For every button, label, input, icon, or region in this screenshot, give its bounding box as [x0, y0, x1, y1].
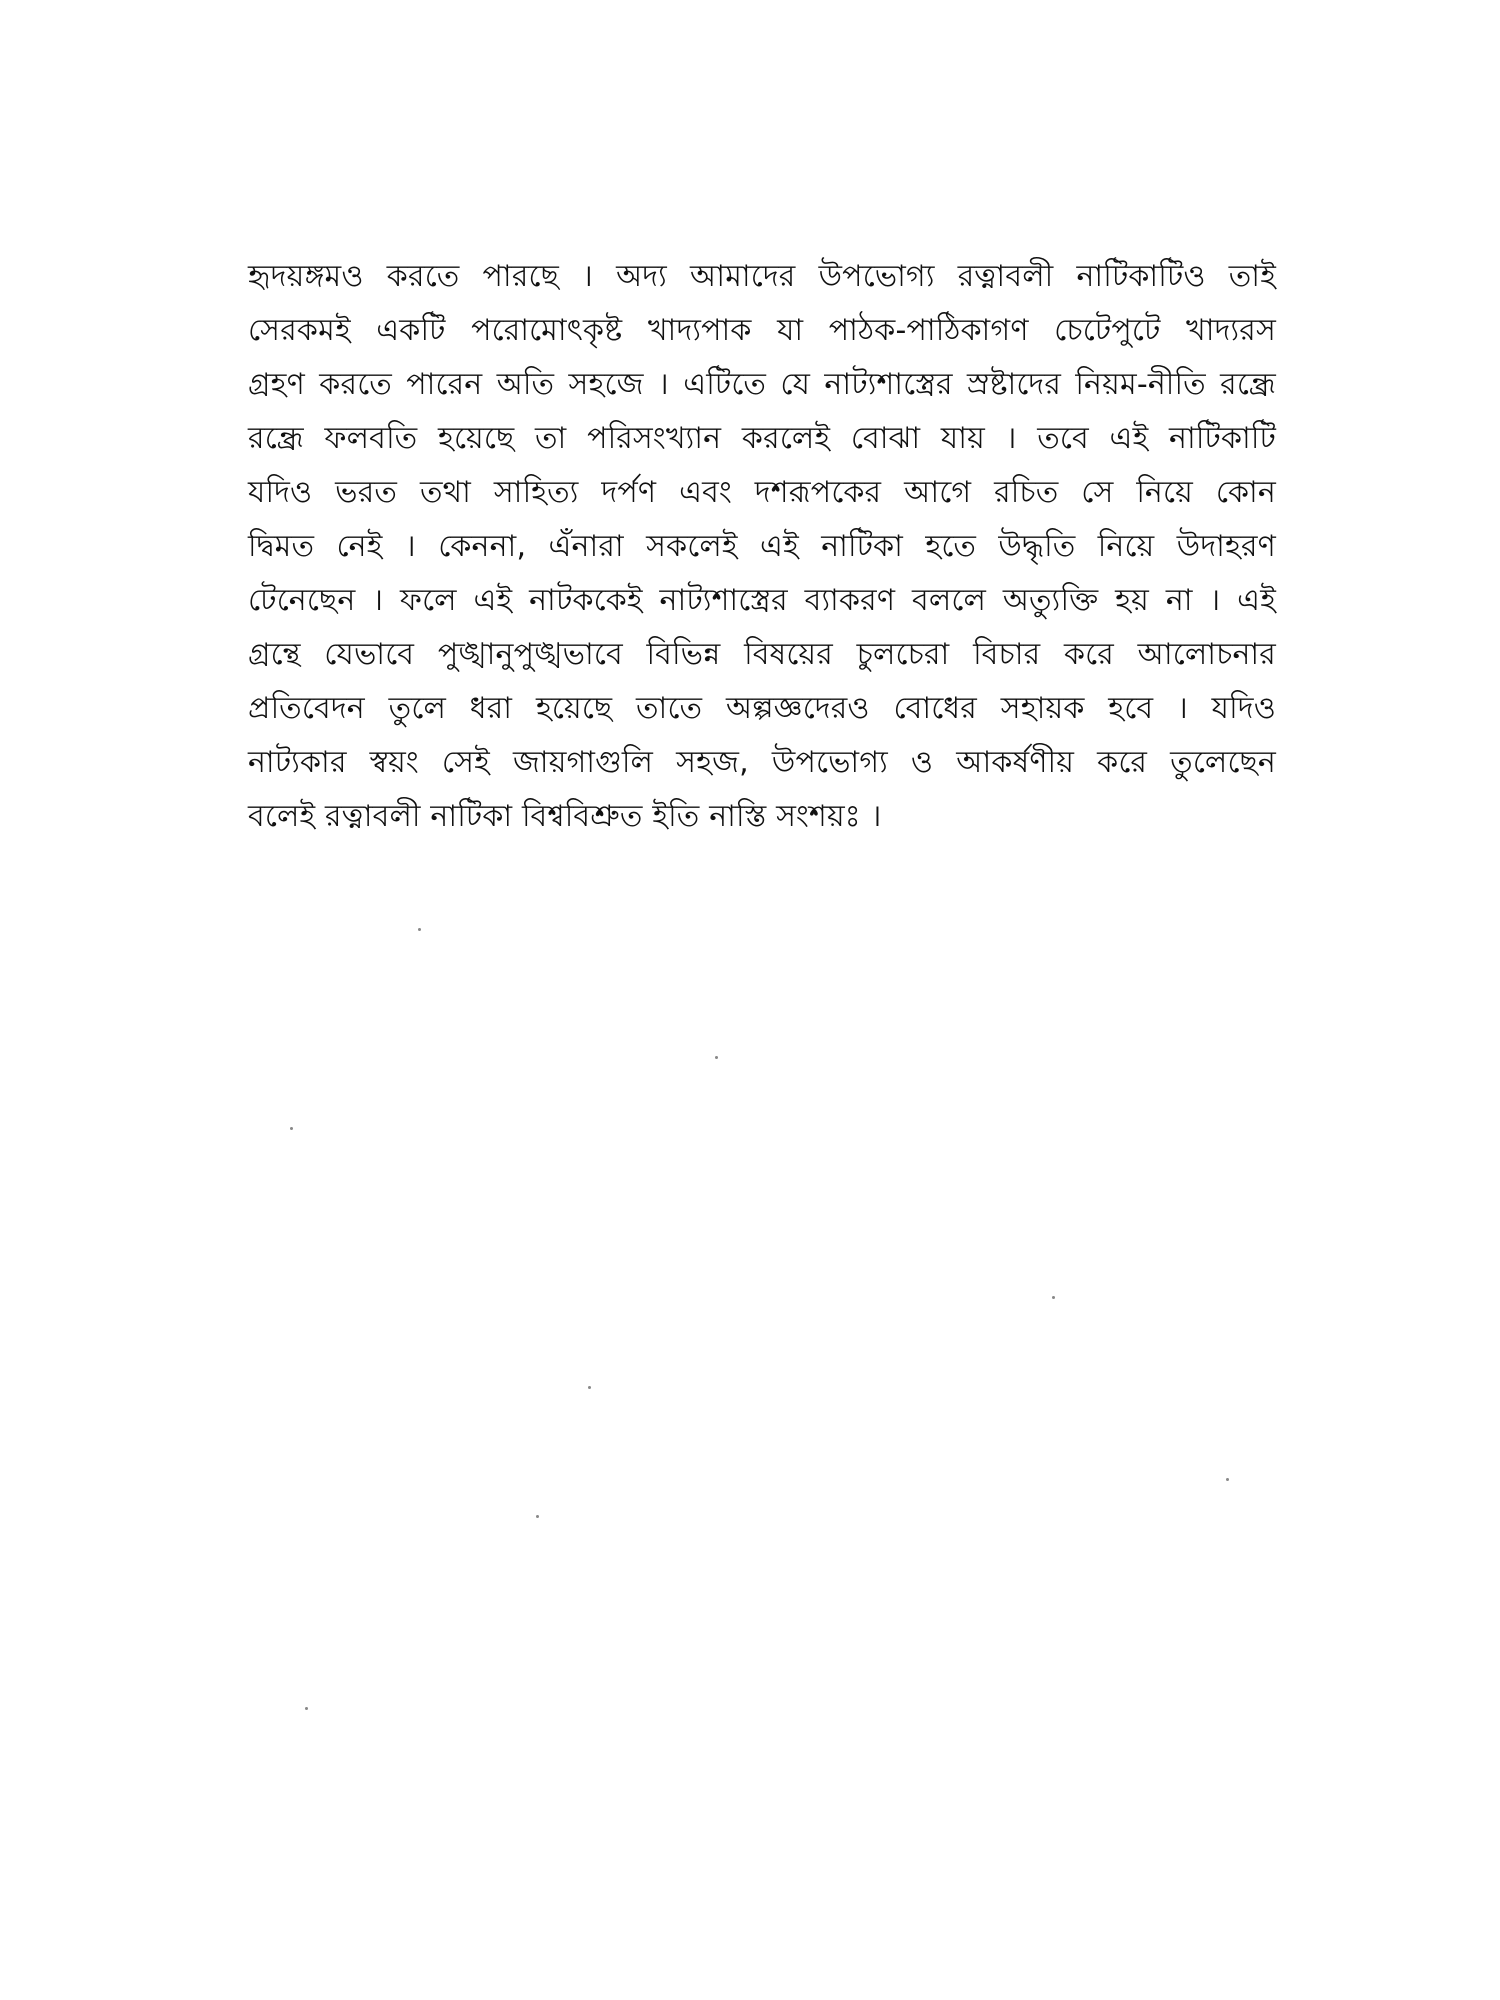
scan-speck — [290, 1127, 293, 1130]
paragraph-line-4: রন্ধ্রে ফলবতি হয়েছে তা পরিসংখ্যান করলেই বোঝা যায় । তবে এই নাটিকাটি — [248, 421, 1276, 456]
paragraph-line-5: যদিও ভরত তথা সাহিত্য দর্পণ এবং দশরূপকের আগে রচিত সে নিয়ে কোন — [248, 475, 1276, 510]
paragraph-line-2: সেরকমই একটি পরোমোৎকৃষ্ট খাদ্যপাক যা পাঠক-পাঠিকাগণ চেটেপুটে খাদ্যরস — [248, 313, 1276, 348]
paragraph-line-8: গ্রন্থে যেভাবে পুঙ্খানুপুঙ্খভাবে বিভিন্ন বিষয়ের চুলচেরা বিচার করে আলোচনার — [248, 637, 1276, 672]
paragraph-line-10: নাট্যকার স্বয়ং সেই জায়গাগুলি সহজ, উপভোগ্য ও আকর্ষণীয় করে তুলেছেন — [248, 745, 1276, 780]
paragraph-line-7: টেনেছেন । ফলে এই নাটককেই নাট্যশাস্ত্রের ব্যাকরণ বললে অত্যুক্তি হয় না । এই — [248, 583, 1276, 618]
paragraph-line-11: বলেই রত্নাবলী নাটিকা বিশ্ববিশ্রুত ইতি নাস্তি সংশয়ঃ । — [248, 799, 882, 834]
scan-speck — [1052, 1296, 1055, 1299]
paragraph-line-3: গ্রহণ করতে পারেন অতি সহজে । এটিতে যে নাট্যশাস্ত্রের স্রষ্টাদের নিয়ম-নীতি রন্ধ্রে — [248, 367, 1276, 402]
paragraph-line-9: প্রতিবেদন তুলে ধরা হয়েছে তাতে অল্পজ্ঞদেরও বোধের সহায়ক হবে । যদিও — [248, 691, 1276, 726]
scan-speck — [418, 928, 421, 931]
scan-speck — [536, 1515, 539, 1518]
paragraph-line-1: হৃদয়ঙ্গমও করতে পারছে । অদ্য আমাদের উপভোগ্য রত্নাবলী নাটিকাটিও তাই — [248, 259, 1276, 294]
scan-speck — [305, 1707, 308, 1710]
body-paragraph — [248, 250, 1276, 844]
scan-speck — [1226, 1478, 1229, 1481]
scan-speck — [715, 1056, 718, 1059]
paragraph-line-6: দ্বিমত নেই । কেননা, এঁনারা সকলেই এই নাটিকা হতে উদ্ধৃতি নিয়ে উদাহরণ — [248, 529, 1276, 564]
scan-speck — [588, 1386, 591, 1389]
